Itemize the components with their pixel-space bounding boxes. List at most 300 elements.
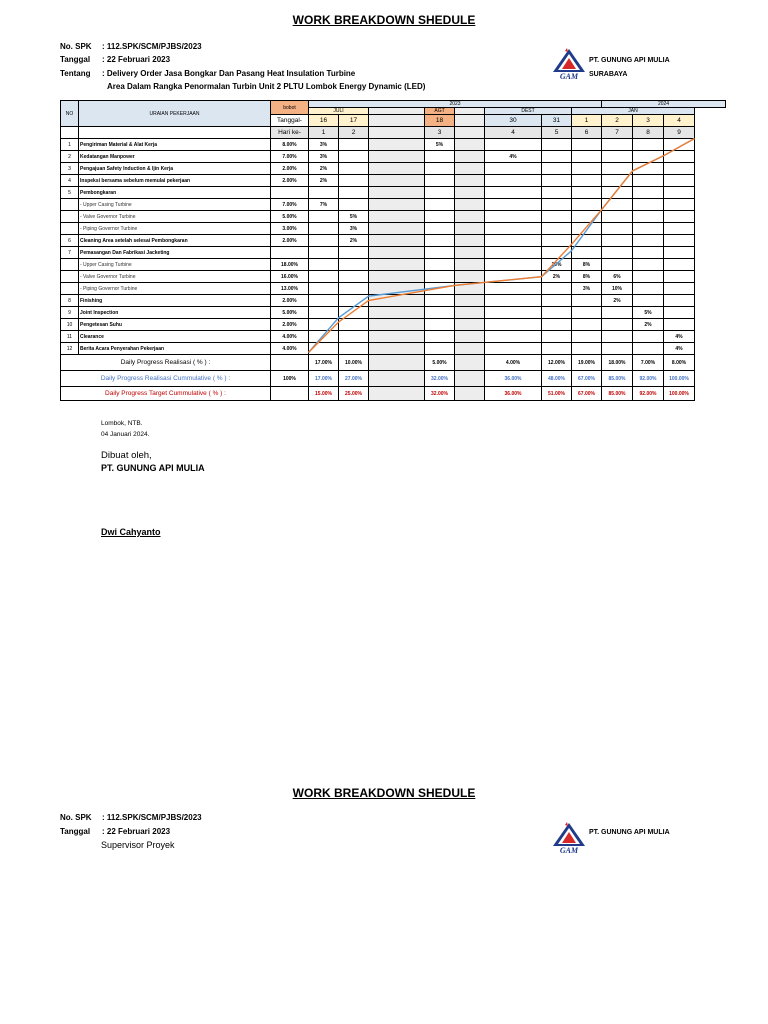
gap-cell bbox=[369, 127, 425, 139]
row-value bbox=[542, 247, 572, 259]
gap-cell bbox=[369, 163, 425, 175]
logo-letters: GAM bbox=[559, 72, 579, 80]
task-rows bbox=[61, 139, 726, 355]
row-desc: Joint Inspection bbox=[79, 307, 271, 319]
gap-cell bbox=[455, 343, 485, 355]
table-row bbox=[61, 307, 726, 319]
row-value bbox=[542, 175, 572, 187]
row-desc: - Valve Governor Turbine bbox=[79, 271, 271, 283]
day-cell: 2 bbox=[339, 127, 369, 139]
tentang-line bbox=[60, 69, 355, 78]
row-value bbox=[485, 295, 542, 307]
row-value bbox=[485, 307, 542, 319]
row-desc: Inspeksi bersama sebelum memulai pekerjaan bbox=[79, 175, 271, 187]
month-agt: AGT bbox=[425, 108, 455, 115]
row-value bbox=[339, 163, 369, 175]
row-desc: Clearance bbox=[79, 331, 271, 343]
row-desc: Cleaning Area setelah selesai Pembongkaran bbox=[79, 235, 271, 247]
row-value bbox=[633, 295, 664, 307]
row-desc: Pemasangan Dan Fabrikasi Jacketing bbox=[79, 247, 271, 259]
row-value bbox=[425, 307, 455, 319]
row-value: 4% bbox=[664, 331, 695, 343]
row-no: 5 bbox=[61, 187, 79, 199]
row-value bbox=[633, 343, 664, 355]
row-value bbox=[339, 319, 369, 331]
row-value bbox=[602, 163, 633, 175]
row-value bbox=[425, 295, 455, 307]
row-bobot: 4.00% bbox=[271, 331, 309, 343]
row-value bbox=[309, 223, 339, 235]
row-value: 4% bbox=[664, 343, 695, 355]
row-value bbox=[309, 343, 339, 355]
row-value bbox=[664, 295, 695, 307]
row-value bbox=[542, 199, 572, 211]
day-cell: 8 bbox=[633, 127, 664, 139]
row-value bbox=[633, 163, 664, 175]
gap-cell bbox=[369, 319, 425, 331]
cum-value: 27.00% bbox=[339, 371, 369, 387]
row-value bbox=[664, 163, 695, 175]
blank-cell bbox=[61, 127, 79, 139]
daily-value: 5.00% bbox=[425, 355, 455, 371]
row-value bbox=[485, 163, 542, 175]
row-bobot: 2.00% bbox=[271, 163, 309, 175]
page2-company-logo bbox=[552, 822, 586, 854]
gap-cell bbox=[369, 235, 425, 247]
cum-value: 92.00% bbox=[633, 371, 664, 387]
signer-company: PT. GUNUNG API MULIA bbox=[101, 463, 205, 473]
row-value bbox=[572, 175, 602, 187]
row-value bbox=[425, 187, 455, 199]
gap-cell bbox=[369, 343, 425, 355]
row-bobot: 4.00% bbox=[271, 343, 309, 355]
row-value bbox=[572, 223, 602, 235]
row-value bbox=[664, 307, 695, 319]
header-row-days bbox=[61, 127, 726, 139]
date-cell: 17 bbox=[339, 115, 369, 127]
row-bobot: 16.00% bbox=[271, 271, 309, 283]
signer-name: Dwi Cahyanto bbox=[101, 527, 161, 537]
gap-cell bbox=[369, 355, 425, 371]
row-no: 9 bbox=[61, 307, 79, 319]
table-row bbox=[61, 223, 726, 235]
row-value bbox=[633, 331, 664, 343]
day-cell: 4 bbox=[485, 127, 542, 139]
row-value bbox=[485, 235, 542, 247]
date-cell: 16 bbox=[309, 115, 339, 127]
row-value bbox=[309, 247, 339, 259]
row-value bbox=[572, 319, 602, 331]
page2-spk-label: No. SPK bbox=[60, 813, 92, 822]
gap-cell bbox=[455, 387, 485, 401]
date-cell: 31 bbox=[542, 115, 572, 127]
daily-value: 17.00% bbox=[309, 355, 339, 371]
row-bobot: 5.00% bbox=[271, 211, 309, 223]
gap-cell bbox=[455, 355, 485, 371]
row-value: 3% bbox=[309, 151, 339, 163]
row-value bbox=[602, 331, 633, 343]
gap-cell bbox=[455, 151, 485, 163]
gap-cell bbox=[369, 387, 425, 401]
cum-label: Daily Progress Realisasi Cummulative ( % ) : bbox=[61, 371, 271, 387]
row-bobot: 13.00% bbox=[271, 283, 309, 295]
gap-cell bbox=[369, 247, 425, 259]
wbs-table bbox=[60, 100, 726, 401]
row-value bbox=[339, 343, 369, 355]
gap-cell bbox=[455, 235, 485, 247]
row-value bbox=[602, 139, 633, 151]
company-city: SURABAYA bbox=[589, 71, 628, 78]
row-value bbox=[664, 319, 695, 331]
row-value bbox=[425, 271, 455, 283]
row-value bbox=[485, 199, 542, 211]
daily-label: Daily Progress Realisasi ( % ) : bbox=[61, 355, 271, 371]
row-value bbox=[542, 235, 572, 247]
row-value bbox=[602, 247, 633, 259]
cum-value: 100.00% bbox=[664, 371, 695, 387]
table-row bbox=[61, 271, 726, 283]
cum-total: 100% bbox=[271, 371, 309, 387]
gap-cell bbox=[369, 371, 425, 387]
gap-cell bbox=[455, 331, 485, 343]
row-no: 1 bbox=[61, 139, 79, 151]
cum-value: 67.00% bbox=[572, 371, 602, 387]
row-desc: Pengajuan Safety Induction & Ijin Kerja bbox=[79, 163, 271, 175]
row-value bbox=[602, 307, 633, 319]
gap-cell bbox=[369, 139, 425, 151]
date-cell: 2 bbox=[602, 115, 633, 127]
row-value bbox=[602, 175, 633, 187]
row-value bbox=[425, 319, 455, 331]
row-value bbox=[602, 259, 633, 271]
row-value bbox=[633, 199, 664, 211]
row-desc: - Upper Casing Turbine bbox=[79, 199, 271, 211]
row-value bbox=[572, 187, 602, 199]
month-juli: JULI bbox=[309, 108, 369, 115]
row-value bbox=[664, 175, 695, 187]
row-value bbox=[664, 235, 695, 247]
logo-letters: GAM bbox=[559, 846, 579, 854]
row-value bbox=[309, 187, 339, 199]
date-cell: 30 bbox=[485, 115, 542, 127]
col-bobot-header: bobot bbox=[271, 101, 309, 115]
row-value bbox=[309, 295, 339, 307]
row-value bbox=[664, 247, 695, 259]
row-desc: - Upper Casing Turbine bbox=[79, 259, 271, 271]
gap-cell bbox=[369, 223, 425, 235]
row-value bbox=[664, 271, 695, 283]
row-no bbox=[61, 271, 79, 283]
row-value bbox=[425, 163, 455, 175]
cum-value: 17.00% bbox=[309, 371, 339, 387]
cum-value: 36.00% bbox=[485, 371, 542, 387]
tentang-value: : Delivery Order Jasa Bongkar Dan Pasang Heat Insulation Turbine bbox=[102, 69, 356, 78]
row-bobot: 18.00% bbox=[271, 259, 309, 271]
row-value bbox=[425, 175, 455, 187]
target-value: 85.00% bbox=[602, 387, 633, 401]
row-value: 3% bbox=[339, 223, 369, 235]
blank-cell bbox=[271, 387, 309, 401]
day-cell: 6 bbox=[572, 127, 602, 139]
row-value bbox=[309, 319, 339, 331]
day-cell: 9 bbox=[664, 127, 695, 139]
row-value: 5% bbox=[425, 139, 455, 151]
row-value bbox=[542, 223, 572, 235]
row-no: 8 bbox=[61, 295, 79, 307]
row-value: 3% bbox=[572, 283, 602, 295]
page-title: WORK BREAKDOWN SHEDULE bbox=[292, 13, 476, 27]
row-value bbox=[542, 139, 572, 151]
target-value: 92.00% bbox=[633, 387, 664, 401]
row-value bbox=[425, 199, 455, 211]
table-row bbox=[61, 211, 726, 223]
row-value bbox=[664, 139, 695, 151]
gap-cell bbox=[455, 139, 485, 151]
table-row bbox=[61, 163, 726, 175]
row-value bbox=[572, 295, 602, 307]
row-bobot bbox=[271, 247, 309, 259]
row-value bbox=[602, 223, 633, 235]
gap-cell bbox=[369, 108, 425, 115]
row-value bbox=[602, 211, 633, 223]
row-value bbox=[602, 343, 633, 355]
target-value: 36.00% bbox=[485, 387, 542, 401]
page2-tanggal-value: : 22 Februari 2023 bbox=[102, 827, 171, 836]
row-bobot: 7.00% bbox=[271, 199, 309, 211]
tanggal-line bbox=[60, 55, 170, 64]
row-value bbox=[633, 223, 664, 235]
target-value: 15.00% bbox=[309, 387, 339, 401]
row-bobot: 5.00% bbox=[271, 307, 309, 319]
gap-cell bbox=[369, 211, 425, 223]
row-value bbox=[542, 295, 572, 307]
row-value bbox=[633, 247, 664, 259]
target-value: 100.00% bbox=[664, 387, 695, 401]
header-row-1 bbox=[61, 101, 726, 108]
date-text: 04 Januari 2024. bbox=[101, 431, 150, 438]
day-cell: 5 bbox=[542, 127, 572, 139]
row-value bbox=[572, 343, 602, 355]
tanggal-label: Tanggal bbox=[60, 55, 91, 64]
month-des: DEST bbox=[485, 108, 572, 115]
table-row bbox=[61, 343, 726, 355]
gap-cell bbox=[369, 175, 425, 187]
row-value bbox=[309, 271, 339, 283]
row-value bbox=[309, 235, 339, 247]
row-desc: Kedatangan Manpower bbox=[79, 151, 271, 163]
row-value bbox=[572, 211, 602, 223]
row-value bbox=[633, 259, 664, 271]
row-bobot: 8.00% bbox=[271, 139, 309, 151]
mountain-logo-icon bbox=[552, 48, 586, 80]
table-row bbox=[61, 295, 726, 307]
row-value: 2% bbox=[309, 175, 339, 187]
row-value bbox=[339, 151, 369, 163]
row-value bbox=[339, 271, 369, 283]
row-value bbox=[664, 151, 695, 163]
row-value bbox=[339, 331, 369, 343]
dibuat-text: Dibuat oleh, bbox=[101, 450, 152, 461]
row-value: 5% bbox=[633, 307, 664, 319]
row-value bbox=[664, 283, 695, 295]
row-no bbox=[61, 223, 79, 235]
table-row bbox=[61, 139, 726, 151]
place-text: Lombok, NTB. bbox=[101, 420, 143, 427]
row-value bbox=[633, 271, 664, 283]
tanggal-value: : 22 Februari 2023 bbox=[102, 55, 171, 64]
row-value bbox=[664, 199, 695, 211]
row-value bbox=[485, 139, 542, 151]
cum-value: 32.00% bbox=[425, 371, 455, 387]
target-value: 67.00% bbox=[572, 387, 602, 401]
row-no: 3 bbox=[61, 163, 79, 175]
row-value bbox=[602, 151, 633, 163]
gap-cell bbox=[369, 259, 425, 271]
cum-value: 48.00% bbox=[542, 371, 572, 387]
row-no: 11 bbox=[61, 331, 79, 343]
row-value bbox=[633, 139, 664, 151]
row-no bbox=[61, 199, 79, 211]
daily-value: 8.00% bbox=[664, 355, 695, 371]
gap-cell bbox=[369, 199, 425, 211]
daily-value: 7.00% bbox=[633, 355, 664, 371]
row-no: 7 bbox=[61, 247, 79, 259]
table-row bbox=[61, 199, 726, 211]
row-value bbox=[309, 331, 339, 343]
row-value bbox=[425, 259, 455, 271]
gap-cell bbox=[369, 187, 425, 199]
table-row bbox=[61, 187, 726, 199]
row-bobot: 2.00% bbox=[271, 175, 309, 187]
row-value: 7% bbox=[309, 199, 339, 211]
row-value bbox=[425, 211, 455, 223]
gap-cell bbox=[455, 371, 485, 387]
row-value: 2% bbox=[339, 235, 369, 247]
row-value bbox=[542, 343, 572, 355]
page2-spk-line bbox=[60, 813, 202, 822]
blank-cell bbox=[271, 355, 309, 371]
row-value bbox=[542, 331, 572, 343]
row-value bbox=[485, 271, 542, 283]
row-value bbox=[602, 235, 633, 247]
row-value bbox=[633, 235, 664, 247]
gap-cell bbox=[455, 247, 485, 259]
row-value bbox=[425, 247, 455, 259]
row-value: 4% bbox=[485, 151, 542, 163]
date-cell: 18 bbox=[425, 115, 455, 127]
row-value bbox=[339, 187, 369, 199]
spk-line bbox=[60, 42, 202, 51]
row-no: 10 bbox=[61, 319, 79, 331]
row-value bbox=[485, 259, 542, 271]
date-cell: 3 bbox=[633, 115, 664, 127]
row-value bbox=[542, 163, 572, 175]
gap-cell bbox=[455, 211, 485, 223]
daily-value: 18.00% bbox=[602, 355, 633, 371]
mountain-logo-icon bbox=[552, 822, 586, 854]
gap-cell bbox=[369, 295, 425, 307]
table-row bbox=[61, 331, 726, 343]
row-value: 6% bbox=[602, 271, 633, 283]
row-value bbox=[485, 319, 542, 331]
row-value bbox=[339, 259, 369, 271]
row-value bbox=[602, 199, 633, 211]
row-bobot: 3.00% bbox=[271, 223, 309, 235]
month-jan: JAN bbox=[572, 108, 695, 115]
row-desc: Pengetesan Suhu bbox=[79, 319, 271, 331]
cumulative-row bbox=[61, 371, 726, 387]
gap-cell bbox=[455, 283, 485, 295]
row-value: 8% bbox=[572, 271, 602, 283]
year-2023: 2023 bbox=[309, 101, 602, 108]
row-value bbox=[309, 283, 339, 295]
row-value bbox=[542, 211, 572, 223]
row-value bbox=[664, 211, 695, 223]
tanggal-label: Tanggal- bbox=[271, 115, 309, 127]
tentang-label: Tentang bbox=[60, 69, 91, 78]
row-value bbox=[664, 187, 695, 199]
row-desc: Pembongkaran bbox=[79, 187, 271, 199]
table-row bbox=[61, 151, 726, 163]
row-value bbox=[425, 283, 455, 295]
row-no bbox=[61, 283, 79, 295]
row-value bbox=[633, 187, 664, 199]
table-row bbox=[61, 235, 726, 247]
company-logo bbox=[552, 48, 586, 80]
row-bobot bbox=[271, 187, 309, 199]
row-value bbox=[485, 283, 542, 295]
row-no: 4 bbox=[61, 175, 79, 187]
row-value: 2% bbox=[309, 163, 339, 175]
date-cell: 1 bbox=[572, 115, 602, 127]
row-bobot: 7.00% bbox=[271, 151, 309, 163]
target-label: Daily Progress Target Cummulative ( % ) : bbox=[61, 387, 271, 401]
col-uraian-header: URAIAN PEKERJAAN bbox=[79, 101, 271, 127]
daily-value: 19.00% bbox=[572, 355, 602, 371]
row-value bbox=[542, 283, 572, 295]
row-value bbox=[425, 235, 455, 247]
daily-value: 10.00% bbox=[339, 355, 369, 371]
row-value bbox=[485, 343, 542, 355]
row-value bbox=[664, 223, 695, 235]
row-no: 6 bbox=[61, 235, 79, 247]
gap-cell bbox=[369, 283, 425, 295]
col-no-header: NO bbox=[61, 101, 79, 127]
row-value bbox=[425, 343, 455, 355]
row-value bbox=[339, 307, 369, 319]
gap-cell bbox=[455, 127, 485, 139]
target-value: 51.00% bbox=[542, 387, 572, 401]
gap-cell bbox=[455, 295, 485, 307]
table-row bbox=[61, 259, 726, 271]
row-value bbox=[572, 199, 602, 211]
row-desc: Finishing bbox=[79, 295, 271, 307]
page2-company-name: PT. GUNUNG API MULIA bbox=[589, 829, 670, 836]
row-value bbox=[542, 307, 572, 319]
page2-tanggal-label: Tanggal bbox=[60, 827, 91, 836]
row-value: 8% bbox=[572, 259, 602, 271]
row-value bbox=[572, 151, 602, 163]
row-value bbox=[572, 139, 602, 151]
row-value bbox=[485, 331, 542, 343]
target-value: 25.00% bbox=[339, 387, 369, 401]
cum-value: 85.00% bbox=[602, 371, 633, 387]
row-value bbox=[339, 247, 369, 259]
row-desc: - Valve Governor Turbine bbox=[79, 211, 271, 223]
page2-tanggal-line bbox=[60, 827, 170, 836]
date-cell: 4 bbox=[664, 115, 695, 127]
row-value bbox=[339, 295, 369, 307]
